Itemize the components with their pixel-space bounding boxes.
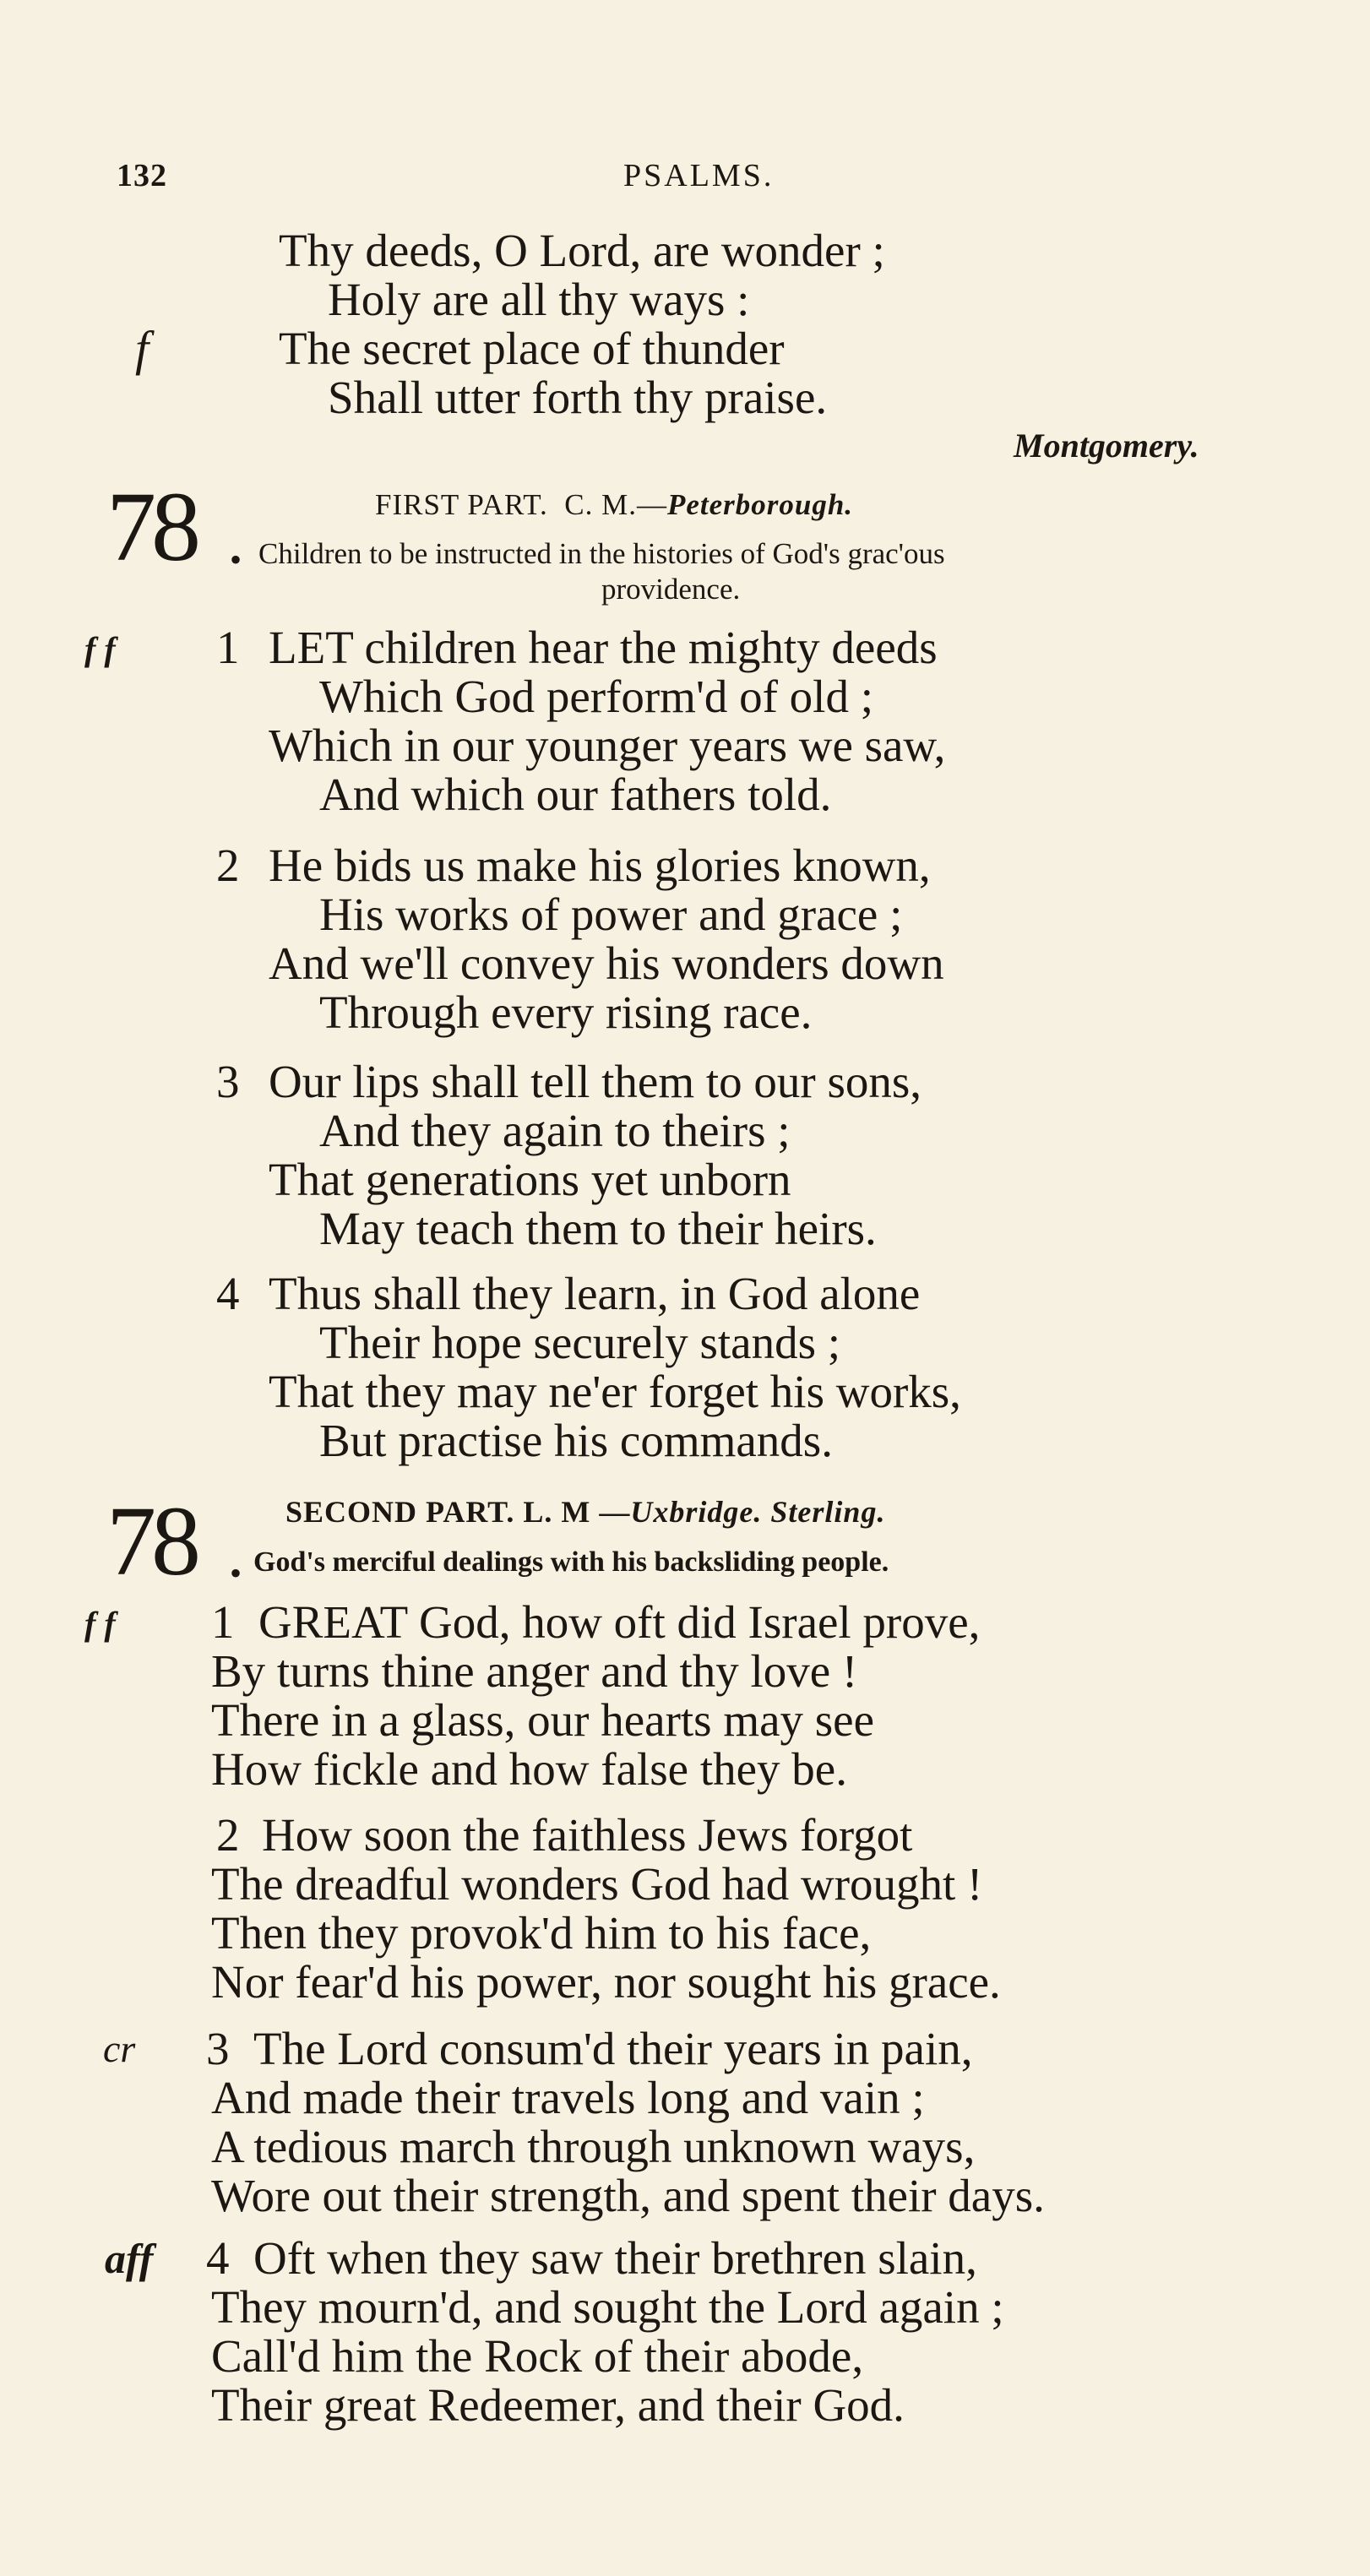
verse-line: Which in our younger years we saw, [269,720,946,771]
verse-line: Wore out their strength, and spent their days. [211,2170,1045,2221]
verse-line: By turns thine anger and thy love ! [211,1645,858,1697]
dynamic-mark: aff [105,2235,154,2282]
verse-line: Thy deeds, O Lord, are wonder ; [279,225,885,276]
verse-line: His works of power and grace ; [319,889,903,940]
verse-line: Holy are all thy ways : [328,274,750,325]
stanza-number: 4 [216,1268,240,1319]
verse-line: Call'd him the Rock of their abode, [211,2330,864,2382]
hymn-number-dot: • [230,1554,242,1592]
dynamic-mark: f [135,321,150,376]
verse-line: LET children hear the mighty deeds [269,622,938,673]
stanza-number: 4 [206,2232,230,2284]
verse-line: Their hope securely stands ; [319,1317,841,1368]
hymn-subject-cont: providence. [601,573,741,606]
hymn-subject: God's merciful dealings with his backsliding people. [253,1546,889,1578]
verse-line: But practise his commands. [319,1415,833,1466]
verse-line: They mourn'd, and sought the Lord again ; [211,2281,1004,2333]
verse-line: Oft when they saw their brethren slain, [253,2232,977,2284]
stanza-number: 1 [211,1596,235,1648]
hymn-subject: Children to be instructed in the histories of God's grac'ous [258,537,945,570]
verse-line: He bids us make his glories known, [269,840,931,891]
hymn-heading [285,1495,885,1529]
verse-line: Shall utter forth thy praise. [328,372,828,423]
verse-line: And they again to theirs ; [319,1105,791,1156]
verse-line: How fickle and how false they be. [211,1743,847,1795]
tune-name: Peterborough. [666,488,854,521]
page-number: 132 [117,158,167,193]
verse-line: That generations yet unborn [269,1154,791,1205]
verse-line: There in a glass, our hearts may see [211,1694,874,1746]
dynamic-mark: cr [103,2027,136,2070]
stanza-number: 2 [216,840,240,891]
verse-line: A tedious march through unknown ways, [211,2121,976,2172]
verse-line: Which God perform'd of old ; [319,671,873,722]
verse-line: And made their travels long and vain ; [211,2072,925,2123]
hymn-number: 78 [106,471,196,582]
hymn-number-dot: • [230,541,242,579]
stanza-number: 3 [216,1056,240,1107]
meter-label: SECOND PART. L. M — [285,1495,631,1529]
verse-line: And we'll convey his wonders down [269,937,944,989]
stanza-number: 3 [206,2023,230,2074]
verse-line: That they may ne'er forget his works, [269,1366,961,1417]
running-title: PSALMS. [623,158,775,193]
tune-name: Uxbridge. Sterling. [630,1495,886,1529]
verse-line: How soon the faithless Jews forgot [262,1809,913,1861]
verse-line: Nor fear'd his power, nor sought his grace. [211,1956,1001,2008]
verse-line: Their great Redeemer, and their God. [211,2379,905,2431]
stanza-number: 2 [216,1809,240,1861]
hymn-heading [375,488,853,522]
verse-line: Thus shall they learn, in God alone [269,1268,921,1319]
stanza-number: 1 [216,622,240,673]
dynamic-mark: f f [84,630,116,668]
verse-line: And which our fathers told. [319,769,832,820]
verse-line: GREAT God, how oft did Israel prove, [258,1596,981,1648]
verse-line: The dreadful wonders God had wrought ! [211,1858,983,1910]
verse-line: The Lord consum'd their years in pain, [253,2023,973,2074]
verse-line: Our lips shall tell them to our sons, [269,1056,922,1107]
meter-label: FIRST PART. C. M.— [375,488,667,521]
verse-line: The secret place of thunder [279,323,785,374]
hymn-author: Montgomery. [1014,427,1199,465]
verse-line: Through every rising race. [319,986,813,1038]
verse-line: May teach them to their heirs. [319,1203,877,1254]
hymn-number: 78 [106,1486,196,1596]
dynamic-mark: f f [84,1605,116,1643]
verse-line: Then they provok'd him to his face, [211,1907,872,1959]
